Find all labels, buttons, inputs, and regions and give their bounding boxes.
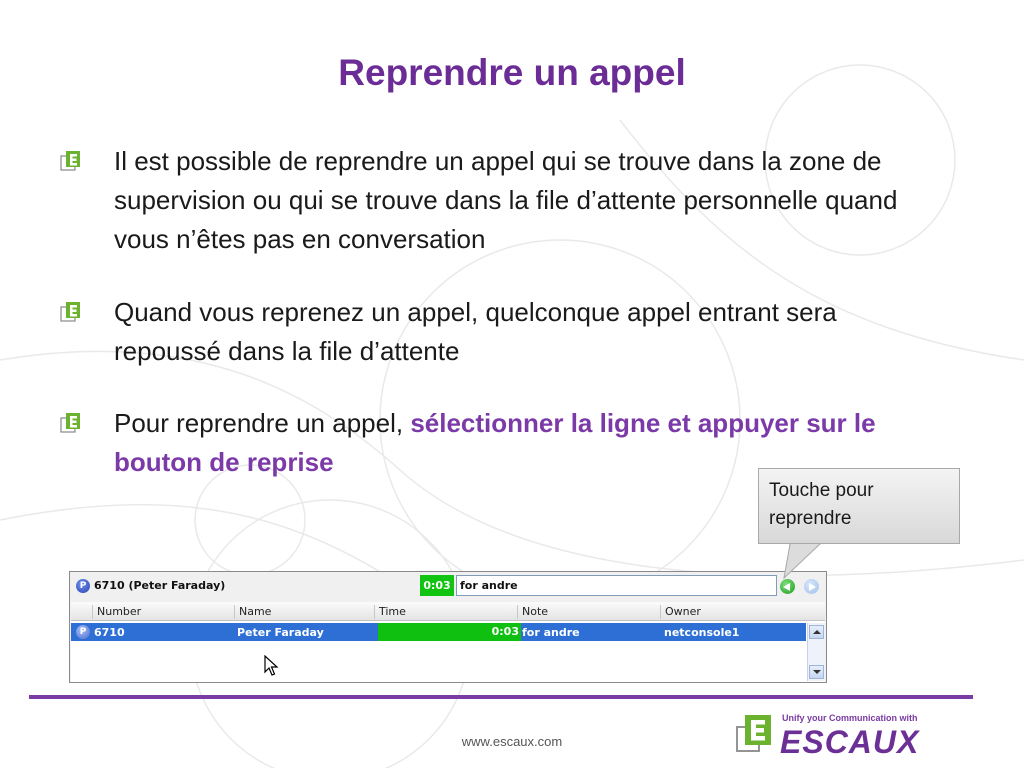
- call-status-icon: P: [76, 579, 90, 593]
- column-header-number[interactable]: Number: [92, 605, 141, 619]
- row-status-icon: P: [76, 625, 90, 639]
- slide-title: Reprendre un appel: [338, 52, 686, 93]
- active-call-bar: [70, 572, 826, 600]
- column-header-owner[interactable]: Owner: [660, 605, 701, 619]
- logo-tagline: Unify your Communication with: [782, 713, 918, 723]
- row-owner: netconsole1: [664, 626, 740, 639]
- bullet-text-plain: Pour reprendre un appel,: [114, 408, 411, 438]
- column-header-note[interactable]: Note: [517, 605, 548, 619]
- resume-call-icon[interactable]: [780, 579, 795, 594]
- bullet-text: Quand vous reprenez un appel, quelconque appel entrant sera repoussé dans la file d’attente: [114, 297, 837, 366]
- callout-pointer: [780, 544, 840, 580]
- bullet-item: [60, 142, 940, 259]
- row-time: 0:03: [378, 623, 521, 641]
- column-header-name[interactable]: Name: [234, 605, 271, 619]
- table-row[interactable]: [71, 623, 806, 641]
- column-header-time[interactable]: Time: [374, 605, 406, 619]
- bullet-text-highlight: sélectionner la ligne et appuyer sur le bouton de reprise: [114, 408, 876, 477]
- escaux-bullet-icon: [60, 301, 84, 325]
- escaux-logo-icon: [735, 713, 773, 757]
- active-caller: 6710 (Peter Faraday): [94, 579, 226, 592]
- call-table: [71, 602, 825, 682]
- callout-box: Touche pour reprendre: [758, 468, 960, 544]
- bullet-text: Il est possible de reprendre un appel qui se trouve dans la zone de supervision ou qui se trouve dans la file d’attente personnelle quand vous n’êtes pas en conversation: [114, 146, 898, 254]
- scroll-up-icon[interactable]: [809, 625, 824, 639]
- footer-url: www.escaux.com: [461, 734, 563, 749]
- call-console-widget: [69, 571, 827, 683]
- scroll-down-icon[interactable]: [809, 665, 824, 679]
- escaux-logo: [735, 711, 960, 761]
- call-note-field[interactable]: for andre: [456, 575, 777, 596]
- vertical-scrollbar[interactable]: [807, 623, 825, 681]
- call-timer: 0:03: [420, 575, 454, 596]
- forward-call-icon[interactable]: [804, 579, 819, 594]
- logo-wordmark: ESCAUX: [780, 724, 920, 760]
- escaux-bullet-icon: [60, 150, 84, 174]
- row-note: for andre: [522, 626, 580, 639]
- row-name: Peter Faraday: [237, 626, 324, 639]
- table-header: [71, 602, 825, 621]
- footer-divider: [29, 695, 973, 699]
- mouse-cursor-icon: [264, 655, 280, 679]
- row-number: 6710: [94, 626, 125, 639]
- escaux-bullet-icon: [60, 412, 84, 436]
- bullet-item: [60, 293, 940, 371]
